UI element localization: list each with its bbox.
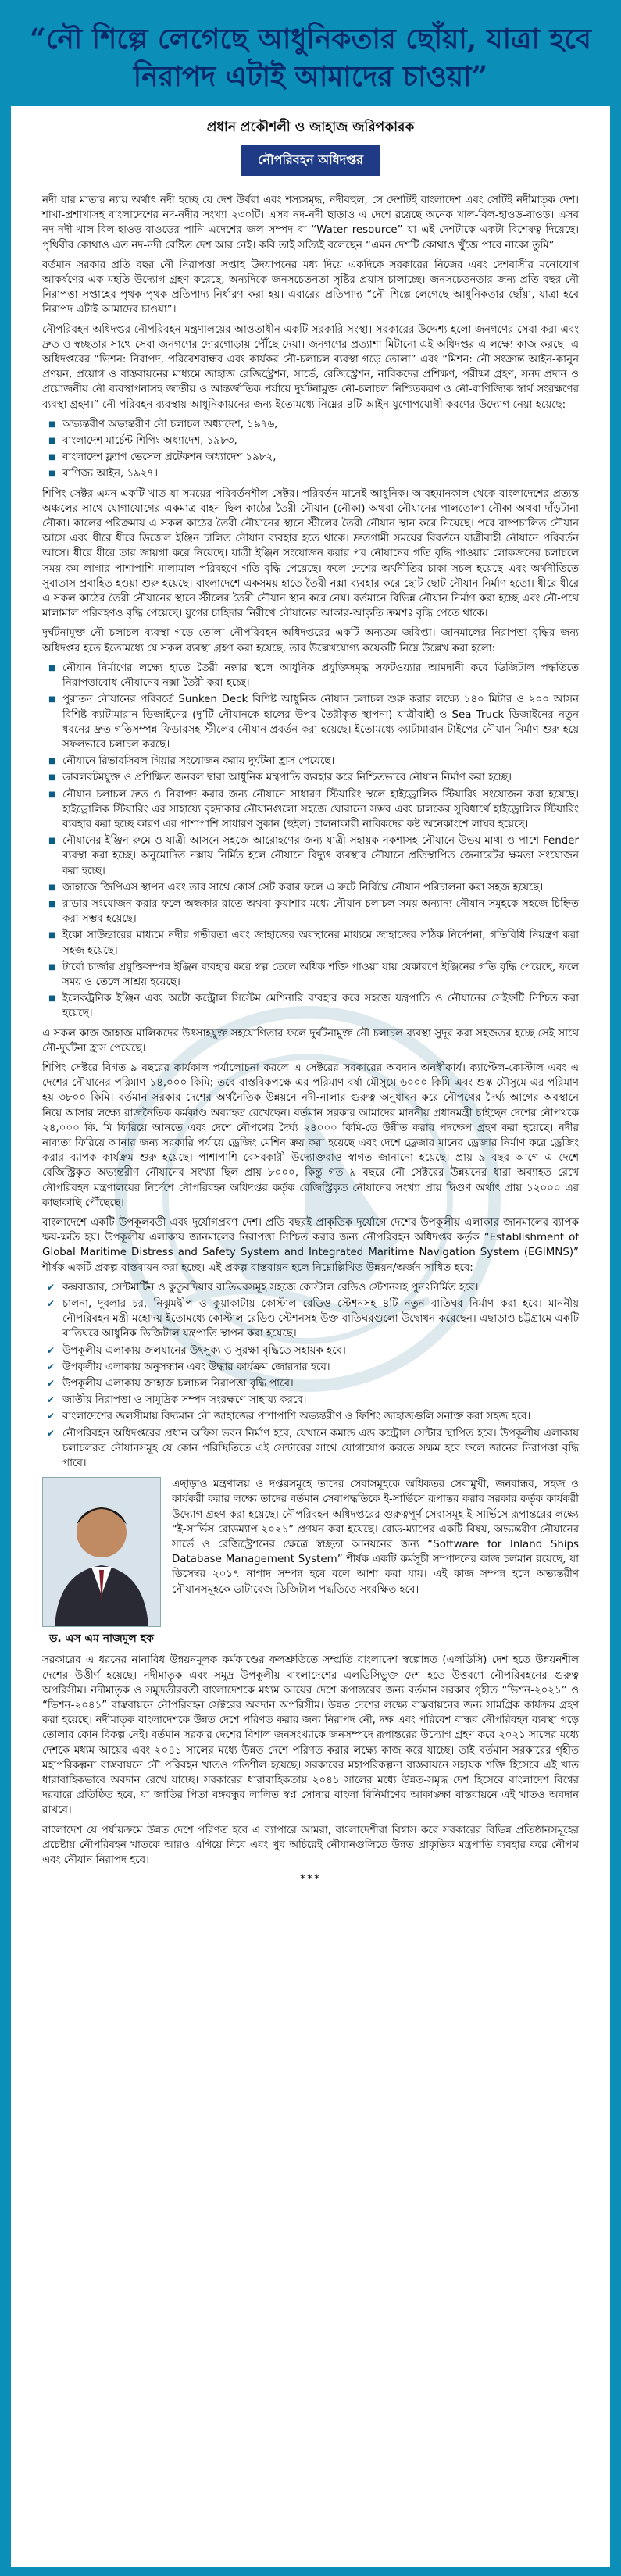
eservice-paragraph: এছাড়াও মন্ত্রণালয় ও দপ্তরসমূহে তাদের সেবাসমূহকে অধিকতর সেবামুখী, জনবান্ধব, সহজ ও কার্যকরী করার লক্ষ্যে তাদের বর্তমান সেবাপদ্ধতিকে ই-সার্ভিসে রূপান্তর করার সরকার কর্তৃক কার্যকরী উদ্যোগ গ্রহণ করা হয়েছে। নৌপরিবহন অধিদপ্তরের গুরুত্বপূর্ণ সেবাসমূহ ই-সার্ভিসে রূপান্তরের লক্ষ্যে “ই-সার্ভিস রোডম্যাপ ২০২১” প্রণয়ন করা হয়েছে। রোড-ম্যাপের একটি বিষয়, অভ্যন্তরীণ নৌযানের সার্ভে ও রেজিস্ট্রেশনের ক্ষেত্রে স্বচ্ছতা আনয়নের জন্য “Software for Inland Ships Database Management System” শীর্ষক একটি কর্মসূচী সম্পাদনের কাজ চলমান রয়েছে, যা ডিসেম্বর ২০১৭ নাগাদ সম্পন্ন হবে বলে আশা করা যায়। এই কাজ সম্পন্ন হলে অভ্যন্তরীণ নৌযানসমূহকে ডাটাবেজ ডিজিটাল পদ্ধতিতে সংরক্ষিত হবে। — [172, 1479, 579, 1596]
author-photo-wrap — [42, 1477, 161, 1647]
egimns-paragraph: বাংলাদেশে একটি উপকূলবর্তী এবং দুর্যোগপ্রবণ দেশ। প্রতি বছরই প্রাকৃতিক দুর্যোগে দেশের উপকূলীয় এলাকার জানমালের ব্যাপক ক্ষয়-ক্ষতি হয়। উপকূলীয় এলাকায় জানমালের নিরাপত্তা নিশ্চিত করার জন্য নৌপরিবহন অধিদপ্তর কর্তৃক “Establishment of Global Maritime Distress and Safety System and Integrated Maritime Navigation System (EGIMNS)” শীর্ষক একটি প্রকল্প বাস্তবায়ন করা হচ্ছে। এই প্রকল্প বাস্তবায়ন হলে নিম্নোল্লিখিত উন্নয়ন/অর্জন সাধিত হবে: — [42, 1217, 579, 1274]
author-photo — [42, 1477, 161, 1627]
list-item: ■ টার্বো চার্জার প্রযুক্তিসম্পন্ন ইঞ্জিন ব্যবহার করে স্বল্প তেলে অধিক শক্তি পাওয়া যায় যেকারণে ইঞ্জিনের গতি বৃদ্ধি পেয়েছে, ফলে সময় ও তেলে সাশ্রয় হয়েছে। — [62, 960, 579, 990]
list-item: ✔ কক্সবাজার, সেন্টমার্টিন ও কুতুবদিয়ার বাতিঘরসমূহ সহজে কোস্টাল রেডিও স্টেশনসহ পুনঃনির্মিত হবে। — [62, 1280, 579, 1295]
list-item: ■ রাডার সংযোজন করার ফলে অন্ধকার রাতে অথবা কুয়াশার মধ্যে নৌযান চলাচল সময় অন্যান্য নৌযান সমুহকে সহজে চিহ্নিত করা সম্ভব হয়েছে। — [62, 897, 579, 926]
list-item: ■ বাংলাদেশ মার্চেন্ট শিপিং অধ্যাদেশ, ১৯৮৩, — [62, 433, 579, 448]
list-item: ■ নৌযান নির্মাণের লক্ষ্যে হাতে তৈরী নক্সার স্থলে আধুনিক প্রযুক্তিসমৃদ্ধ সফটওয়্যার আমদানী করে ডিজিটাল পদ্ধতিতে নিরাপত্তাবোধ নৌযানের নক্সা তৈরী করা হচ্ছে। — [62, 661, 579, 690]
vessels-paragraph: এ সকল কাজ জাহাজ মালিকদের উৎসাহযুক্ত সহযোগিতার ফলে দুর্ঘটনামুক্ত নৌ চলাচল ব্যবস্থা সুদূর করা সহজতর হচ্ছে সেই সাথে নৌ-দুর্ঘটনা হ্রাস পেয়েছে। — [42, 1027, 579, 1054]
list-item: ■ জাহাজে জিপিএস স্থাপন এবং তার সাথে কোর্স সেট করার ফলে এ রুটে নির্বিঘ্নে নৌযান পরিচালনা করা সহজ হয়েছে। — [62, 880, 579, 895]
list-item: ■ বাংলাদেশ ফ্ল্যাগ ভেসেল প্রটেকশন অধ্যাদেশ ১৯৮২, — [62, 450, 579, 465]
list-item: ✔ উপকূলীয় এলাকায় অনুসন্ধান এবং উদ্ধার কার্যক্রম জোরদার হবে। — [62, 1360, 579, 1375]
article-body — [11, 184, 610, 1896]
person-portrait-icon — [43, 1478, 160, 1626]
department-badge: নৌপরিবহন অধিদপ্তর — [241, 145, 380, 176]
list-item: ✔ উপকূলীয় এলাকায় জাহাজ চলাচল নিরাপত্তা বৃদ্ধি পাবে। — [62, 1376, 579, 1391]
list-item: ■ ইলেকট্রনিক ইঞ্জিন এবং অটো কন্ট্রোল সিস্টেম মেশিনারি ব্যবহার করে সহজে যন্ত্রপাতি ও নৌযানের সেইফটি নিশ্চিত করা হয়েছে। — [62, 991, 579, 1021]
list-item: ■ বাণিজ্য আইন, ১৯২৭। — [62, 466, 579, 481]
measures-list — [42, 661, 579, 1022]
list-item: ■ ডাবলবটমযুক্ত ও প্রশিক্ষিত জনবল দ্বারা আধুনিক মন্ত্রপাতি ব্যবহার করে নিশ্চিতভাবে নৌযান নির্মাণ করা হচ্ছে। — [62, 770, 579, 785]
egimns-list — [42, 1280, 579, 1471]
author-designation: প্রধান প্রকৌশলী ও জাহাজ জরিপকারক — [206, 120, 415, 135]
article-title: “নৌ শিল্পে লেগেছে আধুনিকতার ছোঁয়া, যাত্রা হবে নিরাপদ এটাই আমাদের চাওয়া” — [30, 23, 591, 93]
list-item: ✔ বাংলাদেশের জলসীমায় বিদ্যমান নৌ জাহাজের পাশাপাশি অভ্যন্তরীণ ও ফিশিং জাহাজগুলি সনাক্ত করা সহজ হবে। — [62, 1409, 579, 1424]
law-list — [42, 417, 579, 482]
intro-paragraph-1: নদী যার মাতার ন্যায় অর্থাৎ নদী হচ্ছে যে দেশ উর্বরা এবং শস্যসমৃদ্ধ, নদীবহুল, সে দেশটিই বাংলাদেশ এবং সেটিই নদীমাতৃক দেশ। শাখা-প্রশাখাসহ বাংলাদেশের নদ-নদীর সংখ্যা ২৩০টি। এসব নদ-নদী ছাড়াও এ দেশে রয়েছে অনেক খাল-বিল-হাওড়-বাওড়। এসব নদ-নদী-খাল-বিল-হাওড়-বাওড়ের পানি এদেশের জল সম্পদ বা “Water resource” যা এই দেশটাকে একটা বিশেষত্ব দিয়েছে। পৃথিবীর কোথাও এত নদ-নদী বেষ্টিত দেশ আর নেই। কবি তাই সত্যিই বলেছেন “এমন দেশটি কোথাও খুঁজে পাবে নাকো তুমি” — [42, 194, 579, 252]
closing-paragraph-2: বাংলাদেশ যে পর্যায়ক্রমে উন্নত দেশে পরিণত হবে এ ব্যাপারে আমরা, বাংলাদেশীরা বিশ্বাস করে সরকারের বিভিন্ন প্রতিষ্ঠানসমূহের প্রচেষ্টায় নৌপরিবহন খাতকে আরও এগিয়ে নিবে এবং খুব অচিরেই নৌযানগুলিতে উন্নত প্রাকৃতিক মন্ত্রপাতি ব্যবহার করে নৌপথ এবং নৌযান নিরাপদ হবে। — [42, 1824, 579, 1867]
list-item: ✔ নৌপরিবহন অধিদপ্তরের প্রধান অফিস ভবন নির্মাণ হবে, যেখানে কমান্ড এন্ড কন্ট্রোল সেন্টার স্থাপিত হবে। উপকূলীয় এলাকায় চলাচলরত নৌযানসমূহ যে কোন পরিস্থিতিতে এই সেন্টারের সাথে যোগাযোগ করতে সক্ষম হবে ফলে জানের নিরাপত্তা বৃদ্ধি পাবে। — [62, 1426, 579, 1472]
page — [11, 8, 610, 2567]
intro-paragraph-2: বর্তমান সরকার প্রতি বছর নৌ নিরাপত্তা সপ্তাহ উদযাপনের মধ্য দিয়ে একদিকে সরকারের নিজের এবং দেশবাসীর মনোযোগ আকর্ষণের এক মহতি উদ্যোগ গ্রহণ করেছে, অন্যদিকে জনসচেতনতা সৃষ্টির প্রয়াস চালাচ্ছে। জনসচেতনতার জন্য প্রতি বছর নৌ নিরাপত্তা সপ্তাহের পৃথক পৃথক প্রতিপাদ্য নির্ধারণ করা হয়। এবারের প্রতিপাদ্য “নৌ শিল্পে লেগেছে আধুনিকতার ছোঁয়া, যাত্রা হবে নিরাপদ এটাই আমাদের চাওয়া”। — [42, 259, 579, 316]
header-banner — [11, 8, 610, 106]
list-item: ■ নৌযানের ইঞ্জিন রুমে ও যাত্রী আসনে সহজে আরোহণের জন্য যাত্রী সহায়ক নকশাসহ নৌযানে উভয় মাথা ও পাশে Fender ব্যবস্থা করা হচ্ছে। অনুমোদিত নক্সায় নির্মিত হলে নৌযানে বিদ্যুৎ ব্যবস্থার নৌযানে প্রতিস্থাপিত জেনারেটর ক্ষমতা সংযোজন করা হচ্ছে। — [62, 833, 579, 879]
intro-paragraph-3: নৌপরিবহন অধিদপ্তর নৌপরিবহন মন্ত্রণালয়ের আওতাধীন একটি সরকারি সংস্থা। সরকারের উদ্দেশ্য হলো জনগণের সেবা করা এবং দ্রুত ও স্বচ্ছতার সাথে সেবা জনগণের দোরগোড়ায় পৌঁছে দেয়া। জনগণের প্রত্যাশা মিটানো এই অধিদপ্তর এ লক্ষ্যে কাজ করছে। এ অধিদপ্তরের “ভিশন: নিরাপদ, পরিবেশবান্ধব এবং কার্যকর নৌ-চলাচল ব্যবস্থা গড়ে তোলা” এবং “মিশন: নৌ সংক্রান্ত আইন-কানুন প্রণয়ন, প্রয়োগ ও বাস্তবায়নের মাধ্যমে জাহাজ রেজিস্ট্রেশন, সার্ভে, রেজিস্ট্রেশন, নাবিকদের প্রশিক্ষণ, পরীক্ষা গ্রহণ, সনদ প্রদান ও প্রয়োজনীয় নৌ ব্যবস্থাপনাসহ জাতীয় ও আন্তর্জাতিক পর্যায়ে দুর্ঘটনামুক্ত নৌ-চলাচল নিশ্চিতকরণ ও নৌ-বাণিজ্যিক স্বার্থ সংরক্ষণের ব্যবস্থা গ্রহণ।” নৌ পরিবহন ব্যবস্থায় আধুনিকায়নের জন্য ইতোমধ্যে নিম্নের ৪টি আইন যুগোপযোগী করণের উদ্যোগ নেয়া হয়েছে: — [42, 323, 579, 411]
list-item: ■ নৌযান চলাচল দ্রুত ও নিরাপদ করার জন্য নৌযানে সাধারণ স্টিয়ারিং স্থলে হাইড্রোলিক স্টিয়ারিং সংযোজন করা হয়েছে। হাইড্রোলিক স্টিয়ারিং এর সাহায্যে বৃহদাকার নৌযানগুলো সহজে ঘোরানো সম্ভব এবং চালকের সুবিধার্থে হাইড্রোলিক স্টিয়ারিং ব্যবহার করা হচ্ছে কারণ এর পাশাপাশি সাধারণ সুকান (হুইল) চালনাকারী নাবিকদের কষ্ট অনেকাংশে লাঘব হয়েছে। — [62, 787, 579, 833]
byline — [11, 106, 610, 184]
shipping-paragraph: শিপিং সেক্টর এমন একটি খাত যা সময়ের পরিবর্তনশীল সেক্টর। পরিবর্তন মানেই আধুনিক। আবহমানকাল থেকে বাংলাদেশের প্রত্যন্ত অঞ্চলের সাথে যোগাযোগের একমাত্র বাহন ছিল কাঠের তৈরী নৌযান (নৌকা) অথবা নৌযানের পালতোলা নৌকা অথবা দাঁড়টানা নৌকা। কালের পরিক্রমায় এ সকল কাঠের তৈরী নৌযানের স্থানে স্টীলের তৈরী নৌযান স্থান করে নিয়েছে। পরে বাষ্পচালিত নৌযান আসে এবং ধীরে ধীরে ডিজেল ইঞ্জিন চালিত নৌযান ব্যবহার হতে থাকে। দ্রুতগামী সময়ের বিবর্তনে যাত্রীবাহী নৌযানে পরিবর্তন আসে। ধীরে ধীরে তার জায়গা করে নিয়েছে। যাত্রী ইঞ্জিন সংযোজন করার পর নৌযানের গতি বৃদ্ধি পাওয়ায় লোকজনের চলাচলে সময় কম লাগার পাশাপাশি মালামাল পরিবহণে গতি বৃদ্ধি পেয়েছে। ফলে দেশের অর্থনীতির চাকা সচল হয়েছে এবং অর্থনীতিতে সুবাতাস প্রবাহিত হওয়া শুরু হয়েছে। বাংলাদেশে একসময় হাতে তৈরী নক্সা ব্যবহার করে ছোট ছোট নৌযান নির্মাণ হতো। ধীরে ধীরে এ সকল কাঠের তৈরী নৌযানের স্থানে স্টীলের তৈরী নৌযান স্থান করে নেয়। বর্তমানে বিভিন্ন নৌযান নির্মাণ করা হচ্ছে এবং নৌ-পথে মালামাল পরিবহণও বৃদ্ধি পেয়েছে। যুগের চাহিদার নিরীখে নৌযানের আকার-আকৃতি ক্রমশঃ বৃদ্ধি পেতে থাকে। — [42, 487, 579, 620]
list-item: ■ পুরাতন নৌযানের পরিবর্তে Sunken Deck বিশিষ্ট আধুনিক নৌযান চলাচল শুরু করার লক্ষ্যে ১৪০ মিটার ও ২০০ আসন বিশিষ্ট ক্যাটামারান ডিজাইনের (দু’টি নৌযানকে হালের উপর তৈরীকৃত স্থাপনা) যাত্রীবাহী ও Sea Truck ডিজাইনের নতুন ধরনের দ্রুত গতিসম্পন্ন ফিডারসহ স্টীলের নৌযান প্রবর্তন করা হয়েছে। ইতোমধ্যে ক্যাটামারান টাইপের নৌযান নির্মাণ শুরু হয়ে সফলভাবে চলাচল করছে। — [62, 692, 579, 752]
end-mark: *** — [300, 1873, 321, 1886]
list-item: ■ নৌযানে রিভারসিবল গিয়ার সংযোজন করায় দুর্ঘটনা হ্রাস পেয়েছে। — [62, 754, 579, 769]
list-item: ✔ উপকূলীয় এলাকায় জলযানের উৎসুক্য ও সুরক্ষা বৃদ্ধিতে সহায়ক হবে। — [62, 1343, 579, 1358]
list-item: ✔ চালনা, দুবলার চর, নিঝুমদ্বীপ ও কুয়াকাটায় কোস্টাল রেডিও স্টেশনসহ ৪টি নতুন বাতিঘর নির্মাণ করা হবে। মাননীয় নৌপরিবহন মন্ত্রী মহোদয় ইতোমধ্যে কোস্টাল রেডিও স্টেশনসহ উক্ত বাতিঘরগুলো উদ্বোধন করেছেন। এছাড়াও চট্টগ্রামে একটি বাতিঘরে আধুনিক ডিজিটাল যন্ত্রপাতি স্থাপন করা হয়েছে। — [62, 1297, 579, 1342]
list-item: ■ ইকো সাউন্ডারের মাধ্যমে নদীর গভীরতা এবং জাহাজের অবস্থানের মাধ্যমে জাহাজের সঠিক নির্দেশনা, গতিবিধি নিয়ন্ত্রণ করা সহজ হয়েছে। — [62, 928, 579, 958]
accident-paragraph: দুর্ঘটনামুক্ত নৌ চলাচল ব্যবস্থা গড়ে তোলা নৌপরিবহন অধিদপ্তরের একটি অন্যতম জরিপ্তা। জানমালের নিরাপত্তা বৃদ্ধির জন্য অধিদপ্তর হতে ইতোমধ্যে যে সকল ব্যবস্থা গ্রহণ করা হয়েছে, তার উল্লেখযোগ্য কয়েকটি নিম্নে উল্লেখ করা হলো: — [42, 627, 579, 655]
author-section — [42, 1477, 579, 1647]
list-item: ■ অভ্যন্তরীণ অভ্যন্তরীণ নৌ চলাচল অধ্যাদেশ, ১৯৭৬, — [62, 417, 579, 432]
list-item: ✔ জাতীয় নিরাপত্তা ও সামুদ্রিক সম্পদ সংরক্ষণে সাহায্য করবে। — [62, 1393, 579, 1408]
author-name: ড. এস এম নাজমুল হক — [49, 1632, 154, 1646]
closing-paragraph-1: সরকারের এ ধরনের নানাবিধ উন্নয়নমূলক কর্মকাণ্ডের ফলশ্রুতিতে সম্প্রতি বাংলাদেশ স্বল্পোন্নত (এলডিসি) দেশ হতে উন্নয়নশীল দেশের উত্তীর্ণ হয়েছে। নদীমাতৃক এবং সমুদ্র উপকূলীয় বাংলাদেশের এলডিসিভুক্ত দেশ হতে উত্তরণে নৌপরিবহনের গুরুত্ব অপরিসীম। নদীমাতৃক ও সমুদ্রতীরবর্তী বাংলাদেশকে মধ্যম আয়ের দেশে রূপান্তরের জন্য বর্তমান সরকার গৃহীত “ভিশন-২০২১” ও “ভিশন-২০৪১” বাস্তবায়নে নৌপরিবহন সেক্টরের অবদান অপরিসীম। উন্নত দেশের লক্ষ্যে বাস্তবায়নের জন্য সামগ্রিক কার্যক্রম গ্রহণ করা হয়েছে। নদীমাতৃক বাংলাদেশকে উন্নত দেশে পরিণত করার জন্য নিরাপদ নৌ, দক্ষ এবং পরিবেশ বান্ধব নৌপরিবহন ব্যবস্থা গড়ে তোলার কোন বিকল্প নেই। বর্তমান সরকার দেশের বিশাল জনসংখ্যাকে জনসম্পদে রূপান্তরের উদ্যোগ গ্রহণ করে ২০২১ সালের মধ্যে দেশকে মধ্যম আয়ের এবং ২০৪১ সালের মধ্যে উন্নত দেশে পরিণত করার লক্ষ্যে কাজ করে যাচ্ছে। তাই বর্তমান সরকারের গৃহীত মহাপরিকল্পনা বাস্তবায়নে নৌ পরিবহন খাতও গতিশীল হয়েছে। সরকারের মহাপরিকল্পনা বাস্তবায়নে সহায়ক শক্তি হিসেবে এই খাত ধারাবাহিকভাবে অবদান রেখে যাচ্ছে। সরকারের ধারাবাহিকতায় ২০৪১ সালের মধ্যে উন্নত-সমৃদ্ধ দেশ হিসেবে বাংলাদেশ বিশ্বের দরবারে প্রতিষ্ঠিত হবে, যা জাতির পিতা বঙ্গবন্ধুর লালিত স্বপ্ন সোনার বাংলা বিনির্মাণের আকাঙ্ক্ষা বাস্তবায়নে এই খাতও অবদান রাখবে। — [42, 1654, 579, 1817]
register-paragraph: শিপিং সেক্টরে বিগত ৯ বছরের কার্যকাল পর্যালোচনা করলে এ সেক্টরের সরকারের অবদান অনস্বীকার্য। ক্যাপ্টেল-কোস্টাল এবং এ দেশের নৌযানের পরিমাণ ১৪,০০০ কিমি; তবে বাস্তবিকপক্ষে এর পরিমাণ বর্ষা মৌসুমে ৬০০০ কিমি এবং শুষ্ক মৌসুমে এর পরিমাণ হয় ৩৮০০ কিমি। বর্তমান সরকার দেশের অর্থনৈতিক উন্নয়নে নদী-নালার গুরুত্ব অনুধাবন করে নৌপথের দৈর্ঘ্য আগের অবস্থানে নিয়ে আসার লক্ষ্যে রাজনৈতিক কর্মকাণ্ড অব্যাহত রেখেছেন। বর্তমান সরকার আমাদের মাননীয় প্রধানমন্ত্রী চাইছেন দেশের নৌপথকে ২৪,০০০ কি. মি ফিরিয়ে আনতে এবং দেশে নৌপথের দৈর্ঘ্য ২৪০০০ কিমি-তে উন্নীত করার পদক্ষেপ গ্রহণ করা হয়েছে। নদীর নাব্যতা ফিরিয়ে আনার জন্য সরকারি পর্যায়ে ড্রেজিং মেশিন ক্রয় করা হয়েছে এবং দেশে ড্রেজার মানের ড্রেজার নির্মাণ করে ড্রেজিং করার ব্যাপক কার্যক্রম শুরু হয়েছে। পাশাপাশি বেসরকারী উদ্যোক্তরাও স্বাগত জানানো হয়েছে। প্রায় ৯ বছর আগে এ দেশে রেজিস্ট্রিকৃত অভ্যন্তরীণ নৌযানের সংখ্যা ছিল প্রায় ৮০০০, কিন্তু গত ৯ বছরে নৌ সেক্টরের উন্নয়নের ধারা অব্যাহত রেখে নৌপরিবহন মন্ত্রণালয়ের নির্দেশে নৌপরিবহন অধিদপ্তর কর্তৃক রেজিস্ট্রিকৃত নৌযানের সংখ্যা প্রায় দ্বিগুণ অর্থাৎ প্রায় ১২০০০ এর কাছাকাছি পৌঁছেছে। — [42, 1061, 579, 1209]
